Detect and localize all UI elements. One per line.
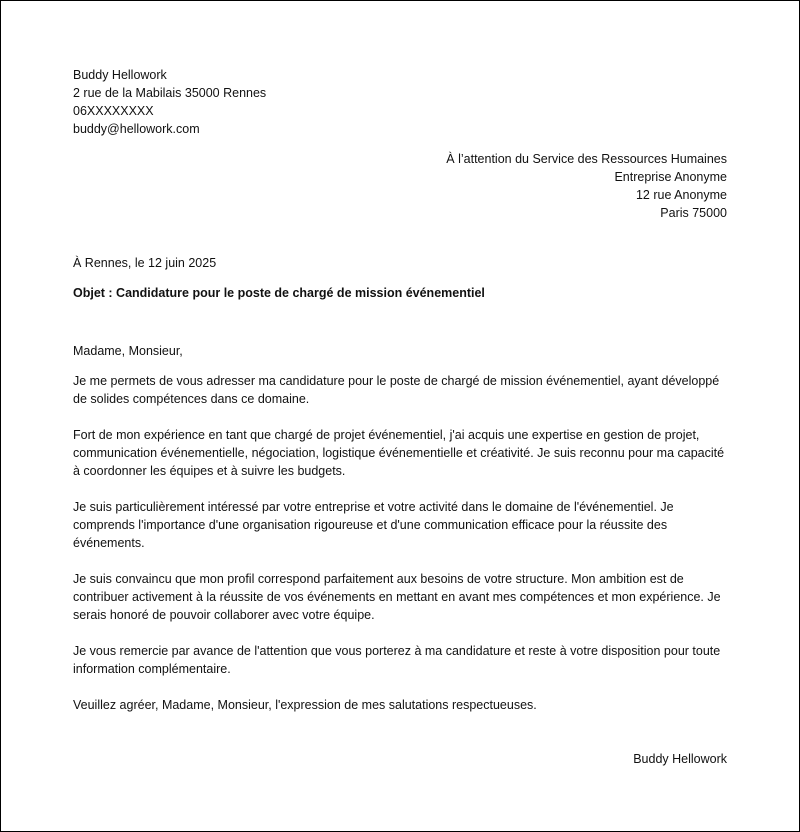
recipient-street: 12 rue Anonyme	[635, 188, 727, 202]
sender-email: buddy@hellowork.com	[73, 122, 200, 136]
recipient-city: Paris 75000	[660, 206, 727, 220]
sender-phone: 06XXXXXXXX	[73, 104, 154, 118]
recipient-attention: À l’attention du Service des Ressources Humaines	[446, 152, 727, 166]
letter-body	[73, 342, 733, 732]
closing-paragraph: Veuillez agréer, Madame, Monsieur, l'expression de mes salutations respectueuses.	[73, 698, 537, 712]
recipient-block	[307, 150, 727, 222]
body-paragraph: Je suis particulièrement intéressé par votre entreprise et votre activité dans le domaine de l'événementiel. Je comprends l'importance d'une organisation rigoureuse et d'une communication efficace pour la réussite des événements.	[73, 500, 674, 550]
body-paragraph: Je suis convaincu que mon profil correspond parfaitement aux besoins de votre structure. Mon ambition est de contribuer activement à la réussite de vos événements en mettant en avant mes compétences et mon expérience. Je serais honoré de pouvoir collaborer avec votre équipe.	[73, 572, 721, 622]
sender-block	[73, 66, 473, 138]
sender-name: Buddy Hellowork	[73, 68, 167, 82]
body-paragraph: Je me permets de vous adresser ma candidature pour le poste de chargé de mission événementiel, ayant développé de solides compétences dans ce domaine.	[73, 374, 720, 406]
signature: Buddy Hellowork	[633, 752, 727, 766]
sender-address: 2 rue de la Mabilais 35000 Rennes	[73, 86, 267, 100]
body-paragraph: Je vous remercie par avance de l'attention que vous porterez à ma candidature et reste à votre disposition pour toute information complémentaire.	[73, 644, 721, 676]
date-line: À Rennes, le 12 juin 2025	[73, 256, 217, 270]
greeting: Madame, Monsieur,	[73, 344, 183, 358]
body-paragraph: Fort de mon expérience en tant que chargé de projet événementiel, j'ai acquis une expertise en gestion de projet, communication événementielle, négociation, logistique événementielle et créativité. Je suis reconnu pour ma capacité à coordonner les équipes et à suivre les budgets.	[73, 428, 725, 478]
subject-line: Objet : Candidature pour le poste de chargé de mission événementiel	[73, 286, 485, 300]
recipient-company: Entreprise Anonyme	[614, 170, 727, 184]
